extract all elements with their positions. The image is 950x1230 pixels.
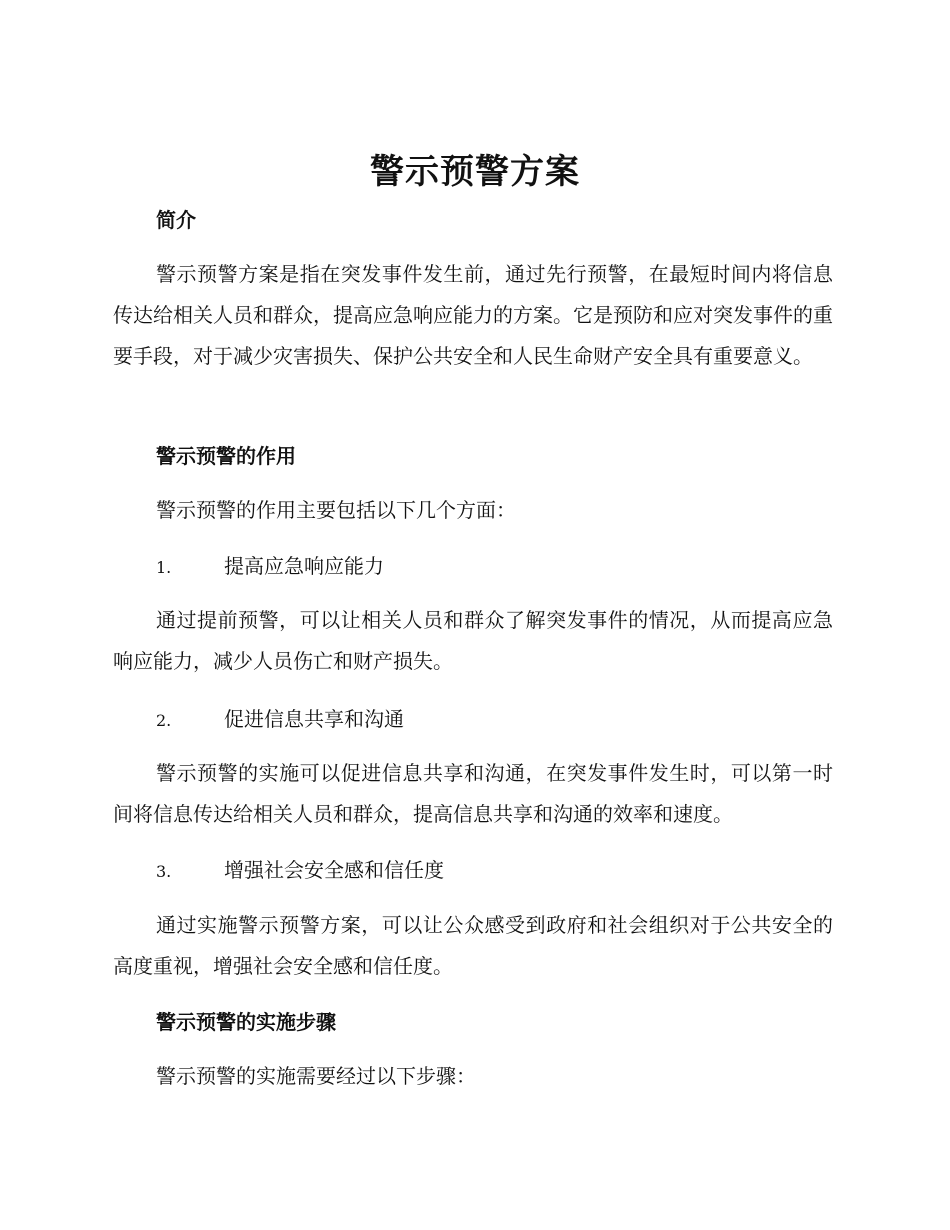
item-paragraph: 通过提前预警，可以让相关人员和群众了解突发事件的情况，从而提高应急响应能力，减少人员伤亡和财产损失。 — [113, 608, 833, 673]
intro-paragraph: 警示预警方案是指在突发事件发生前，通过先行预警，在最短时间内将信息传达给相关人员和群众，提高应急响应能力的方案。它是预防和应对突发事件的重要手段，对于减少灾害损失、保护公共安全和人民生命财产安全具有重要意义。 — [113, 262, 833, 368]
list-item — [156, 551, 384, 583]
list-number: 3. — [156, 862, 172, 881]
heading-role: 警示预警的作用 — [156, 444, 296, 468]
heading-intro: 简介 — [156, 208, 196, 232]
heading-steps: 警示预警的实施步骤 — [156, 1010, 336, 1034]
list-label: 增强社会安全感和信任度 — [224, 858, 444, 882]
list-number: 1. — [156, 558, 172, 577]
item-paragraph: 通过实施警示预警方案，可以让公众感受到政府和社会组织对于公共安全的高度重视，增强社会安全感和信任度。 — [113, 913, 833, 978]
list-item — [156, 704, 404, 736]
document-title: 警示预警方案 — [370, 152, 580, 192]
item-paragraph: 警示预警的实施可以促进信息共享和沟通，在突发事件发生时，可以第一时间将信息传达给相关人员和群众，提高信息共享和沟通的效率和速度。 — [113, 761, 833, 826]
list-number: 2. — [156, 711, 172, 730]
list-item — [156, 855, 444, 887]
steps-intro-paragraph: 警示预警的实施需要经过以下步骤： — [156, 1064, 476, 1088]
list-label: 提高应急响应能力 — [224, 554, 384, 578]
role-intro-paragraph: 警示预警的作用主要包括以下几个方面： — [156, 498, 516, 522]
list-label: 促进信息共享和沟通 — [224, 707, 404, 731]
